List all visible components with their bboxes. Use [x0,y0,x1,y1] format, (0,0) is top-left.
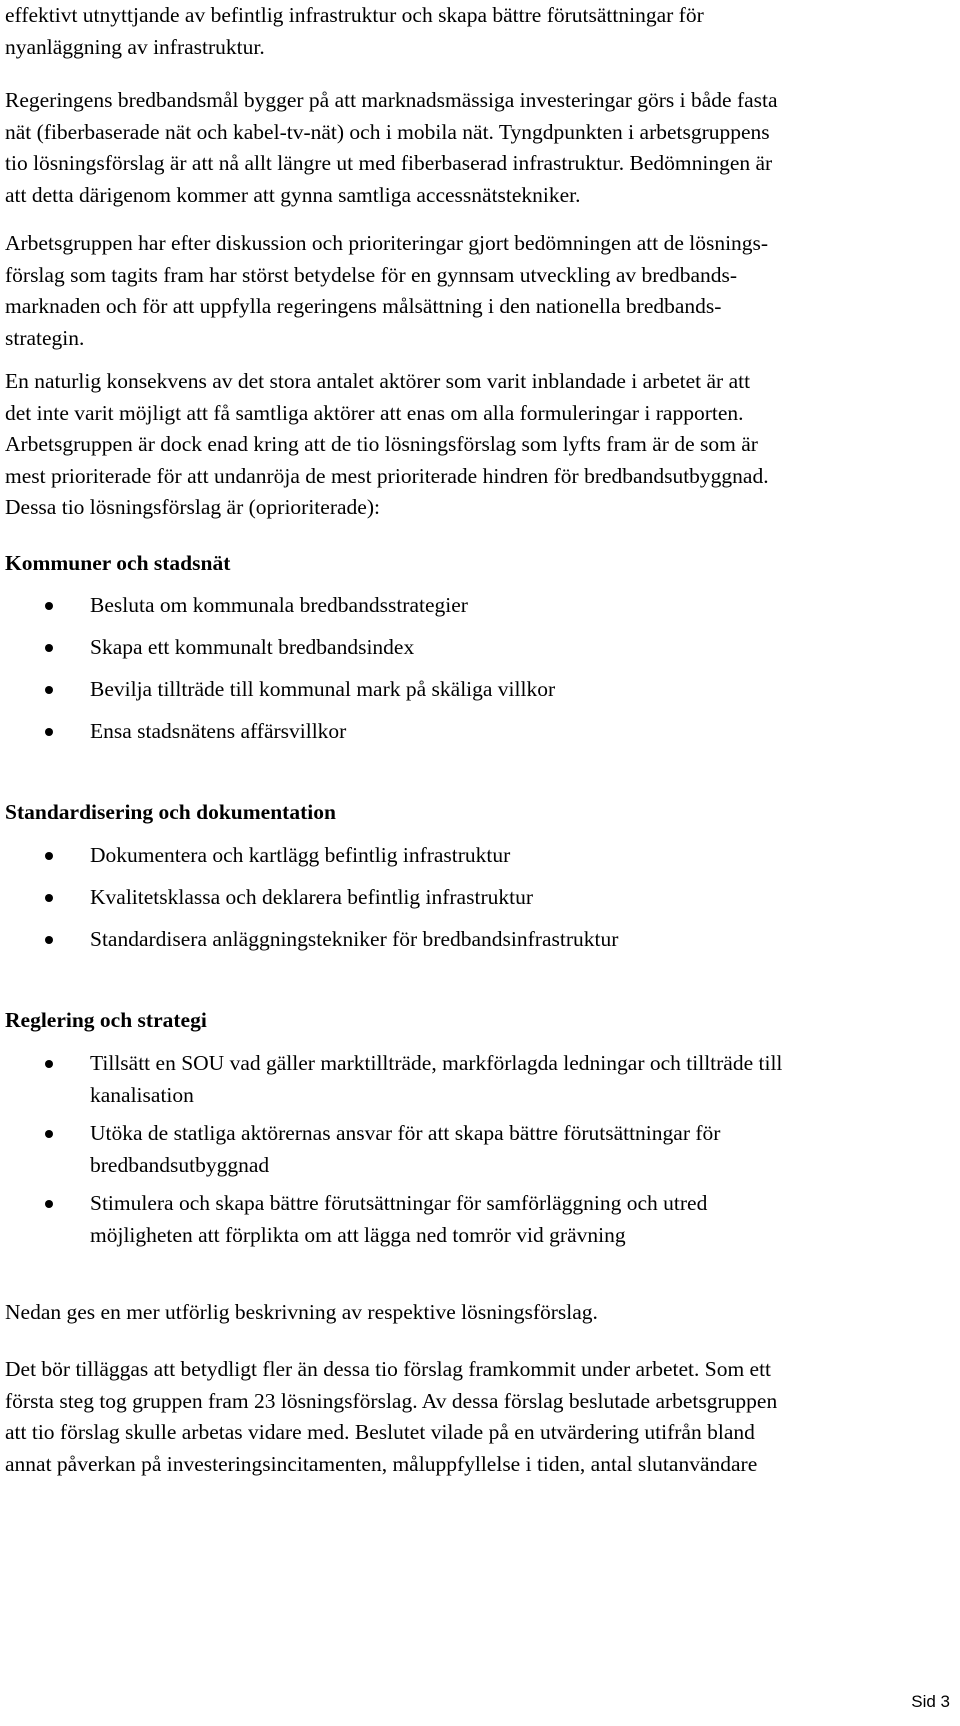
bullet-icon [45,686,53,694]
text-line: annat påverkan på investeringsincitamenten, måluppfyllelse i tiden, antal slutanvändare [5,1451,758,1476]
text-line: Det bör tilläggas att betydligt fler än dessa tio förslag framkommit under arbetet. Som ett [5,1357,772,1381]
text-line: det inte varit möjligt att få samtliga aktörer att enas om alla formuleringar i rapporten. [5,400,744,425]
text-line: att tio förslag skulle arbetas vidare med. Beslutet vilade på en utvärdering utifrån bland [5,1420,755,1444]
paragraph-assessment [5,228,950,354]
document-page: effektivt utnyttjande av befintlig infrastruktur och skapa bättre förutsättningar för nyanläggning av infrastruktur. Regeringens bredbandsmål bygger på att marknadsmässiga investeringar görs i både fasta nät (fiberbaserade nät och kabel-tv-nät) och i mobila nät. Tyngdpunkten i arbetsgruppens tio lösningsförslag är att nå allt längre ut med fiberbaserad infrastruktur. Bedömningen är att detta därigenom kommer att gynna samtliga accessnätstekniker. Arbetsgruppen har efter diskussion och prioriteringar gjort bedömningen att de lösnings- förslag som tagits fram har störst betydelse för en gynnsam utveckling av bredbands- marknaden och för att uppfylla regeringens målsättning i den nationella bredbands- strategin. En naturlig konsekvens av det stora antalet aktörer som varit inblandade i arbetet är att det inte varit möjligt att få samtliga aktörer att enas om alla formuleringar i rapporten. Arbetsgruppen är dock enad kring att de tio lösningsförslag som lyfts fram är de som är mest prioriterade för att undanröja de mest prioriterade hindren för bredbandsutbyggnad. Dessa tio lösningsförslag är (oprioriterade): Kommuner och stadsnät Besluta om kommunala bredbandsstrategier Skapa ett kommunalt bredbandsindex Bevilja tillträde till kommunal mark på skäliga villkor Ensa stadsnätens affärsvillkor Standardisering och dokumentation Dokumentera och kartlägg befintlig infrastruktur Kvalitetsklassa och deklarera befintlig infrastruktur Standardisera anläggningstekniker för bredbandsinfrastruktur Reglering och strategi Tillsätt en SOU vad gäller marktillträde, markförlagda ledningar och tillträde till kanalisation Utöka de statliga aktörernas ansvar för att skapa bättre förutsättningar för bredbandsutbyggnad Stimulera och skapa bättre förutsättningar för samförläggning och utred möjligheten att förplikta om att lägga ned tomrör vid grävning Nedan ges en mer utförlig beskrivning av respektive lösningsförslag. Det bör tilläggas att betydligt fler än dessa tio förslag framkommit under arbetet. Som ett första steg tog gruppen fram 23 lösningsförslag. Av dessa förslag beslutade arbetsgruppen att tio förslag skulle arbetas vidare med. Beslutet vilade på en utvärdering utifrån bland annat påverkan på investeringsincitamenten, måluppfyllelse i tiden, antal slutanvändare Sid 3 [0,0,960,1726]
text-line: mest prioriterade för att undanröja de mest prioriterade hindren för bredbandsutbyggnad. [5,463,769,488]
paragraph-consequence [5,366,950,524]
text-line: förslag som tagits fram har störst betydelse för en gynnsam utveckling av bredbands- [5,262,738,287]
text-line: nät (fiberbaserade nät och kabel-tv-nät) och i mobila nät. Tyngdpunkten i arbetsgruppens [5,119,770,144]
text-line: Arbetsgruppen är dock enad kring att de tio lösningsförslag som lyfts fram är de som är [5,432,758,456]
bullet-icon [45,936,53,944]
section-heading-kommuner: Kommuner och stadsnät [5,551,231,575]
text-line: Nedan ges en mer utförlig beskrivning av respektive lösningsförslag. [5,1300,598,1324]
section-heading-reglering: Reglering och strategi [5,1008,207,1032]
paragraph-description-intro [5,1297,950,1329]
text-line: Tillsätt en SOU vad gäller marktillträde, markförlagda ledningar och tillträde till [90,1051,783,1075]
text-line: tio lösningsförslag är att nå allt längre ut med fiberbaserad infrastruktur. Bedömningen är [5,151,773,175]
text-line: nyanläggning av infrastruktur. [5,34,265,59]
text-line: kanalisation [90,1082,194,1107]
text-line: marknaden och för att uppfylla regeringens målsättning i den nationella bredbands- [5,294,722,318]
intro-paragraph [5,0,950,63]
paragraph-additional-proposals [5,1354,950,1480]
text-line: Dessa tio lösningsförslag är (oprioriterade): [5,495,380,519]
bullet-icon [45,602,53,610]
bullet-icon [45,728,53,736]
text-line: bredbandsutbyggnad [90,1152,270,1177]
bullet-icon [45,1130,53,1138]
text-line: strategin. [5,325,85,350]
text-line: första steg tog gruppen fram 23 lösningsförslag. Av dessa förslag beslutade arbetsgruppen [5,1388,778,1413]
bullet-icon [45,852,53,860]
text-line: Stimulera och skapa bättre förutsättningar för samförläggning och utred [90,1191,708,1215]
section-heading-standardisering: Standardisering och dokumentation [5,800,336,824]
text-line: Utöka de statliga aktörernas ansvar för att skapa bättre förutsättningar för [90,1121,721,1145]
text-line: Regeringens bredbandsmål bygger på att marknadsmässiga investeringar görs i både fasta [5,88,778,112]
bullet-icon [45,894,53,902]
text-line: att detta därigenom kommer att gynna samtliga accessnätstekniker. [5,182,581,207]
bullet-icon [45,644,53,652]
bullet-icon [45,1060,53,1068]
text-line: effektivt utnyttjande av befintlig infrastruktur och skapa bättre förutsättningar för [5,3,704,27]
text-line: Arbetsgruppen har efter diskussion och prioriteringar gjort bedömningen att de lösnings- [5,231,769,255]
text-line: En naturlig konsekvens av det stora antalet aktörer som varit inblandade i arbetet är att [5,369,751,393]
page-number: Sid 3 [911,1692,950,1711]
bullet-icon [45,1200,53,1208]
text-line: möjligheten att förplikta om att lägga ned tomrör vid grävning [90,1222,626,1247]
paragraph-broadband-goals [5,85,950,211]
